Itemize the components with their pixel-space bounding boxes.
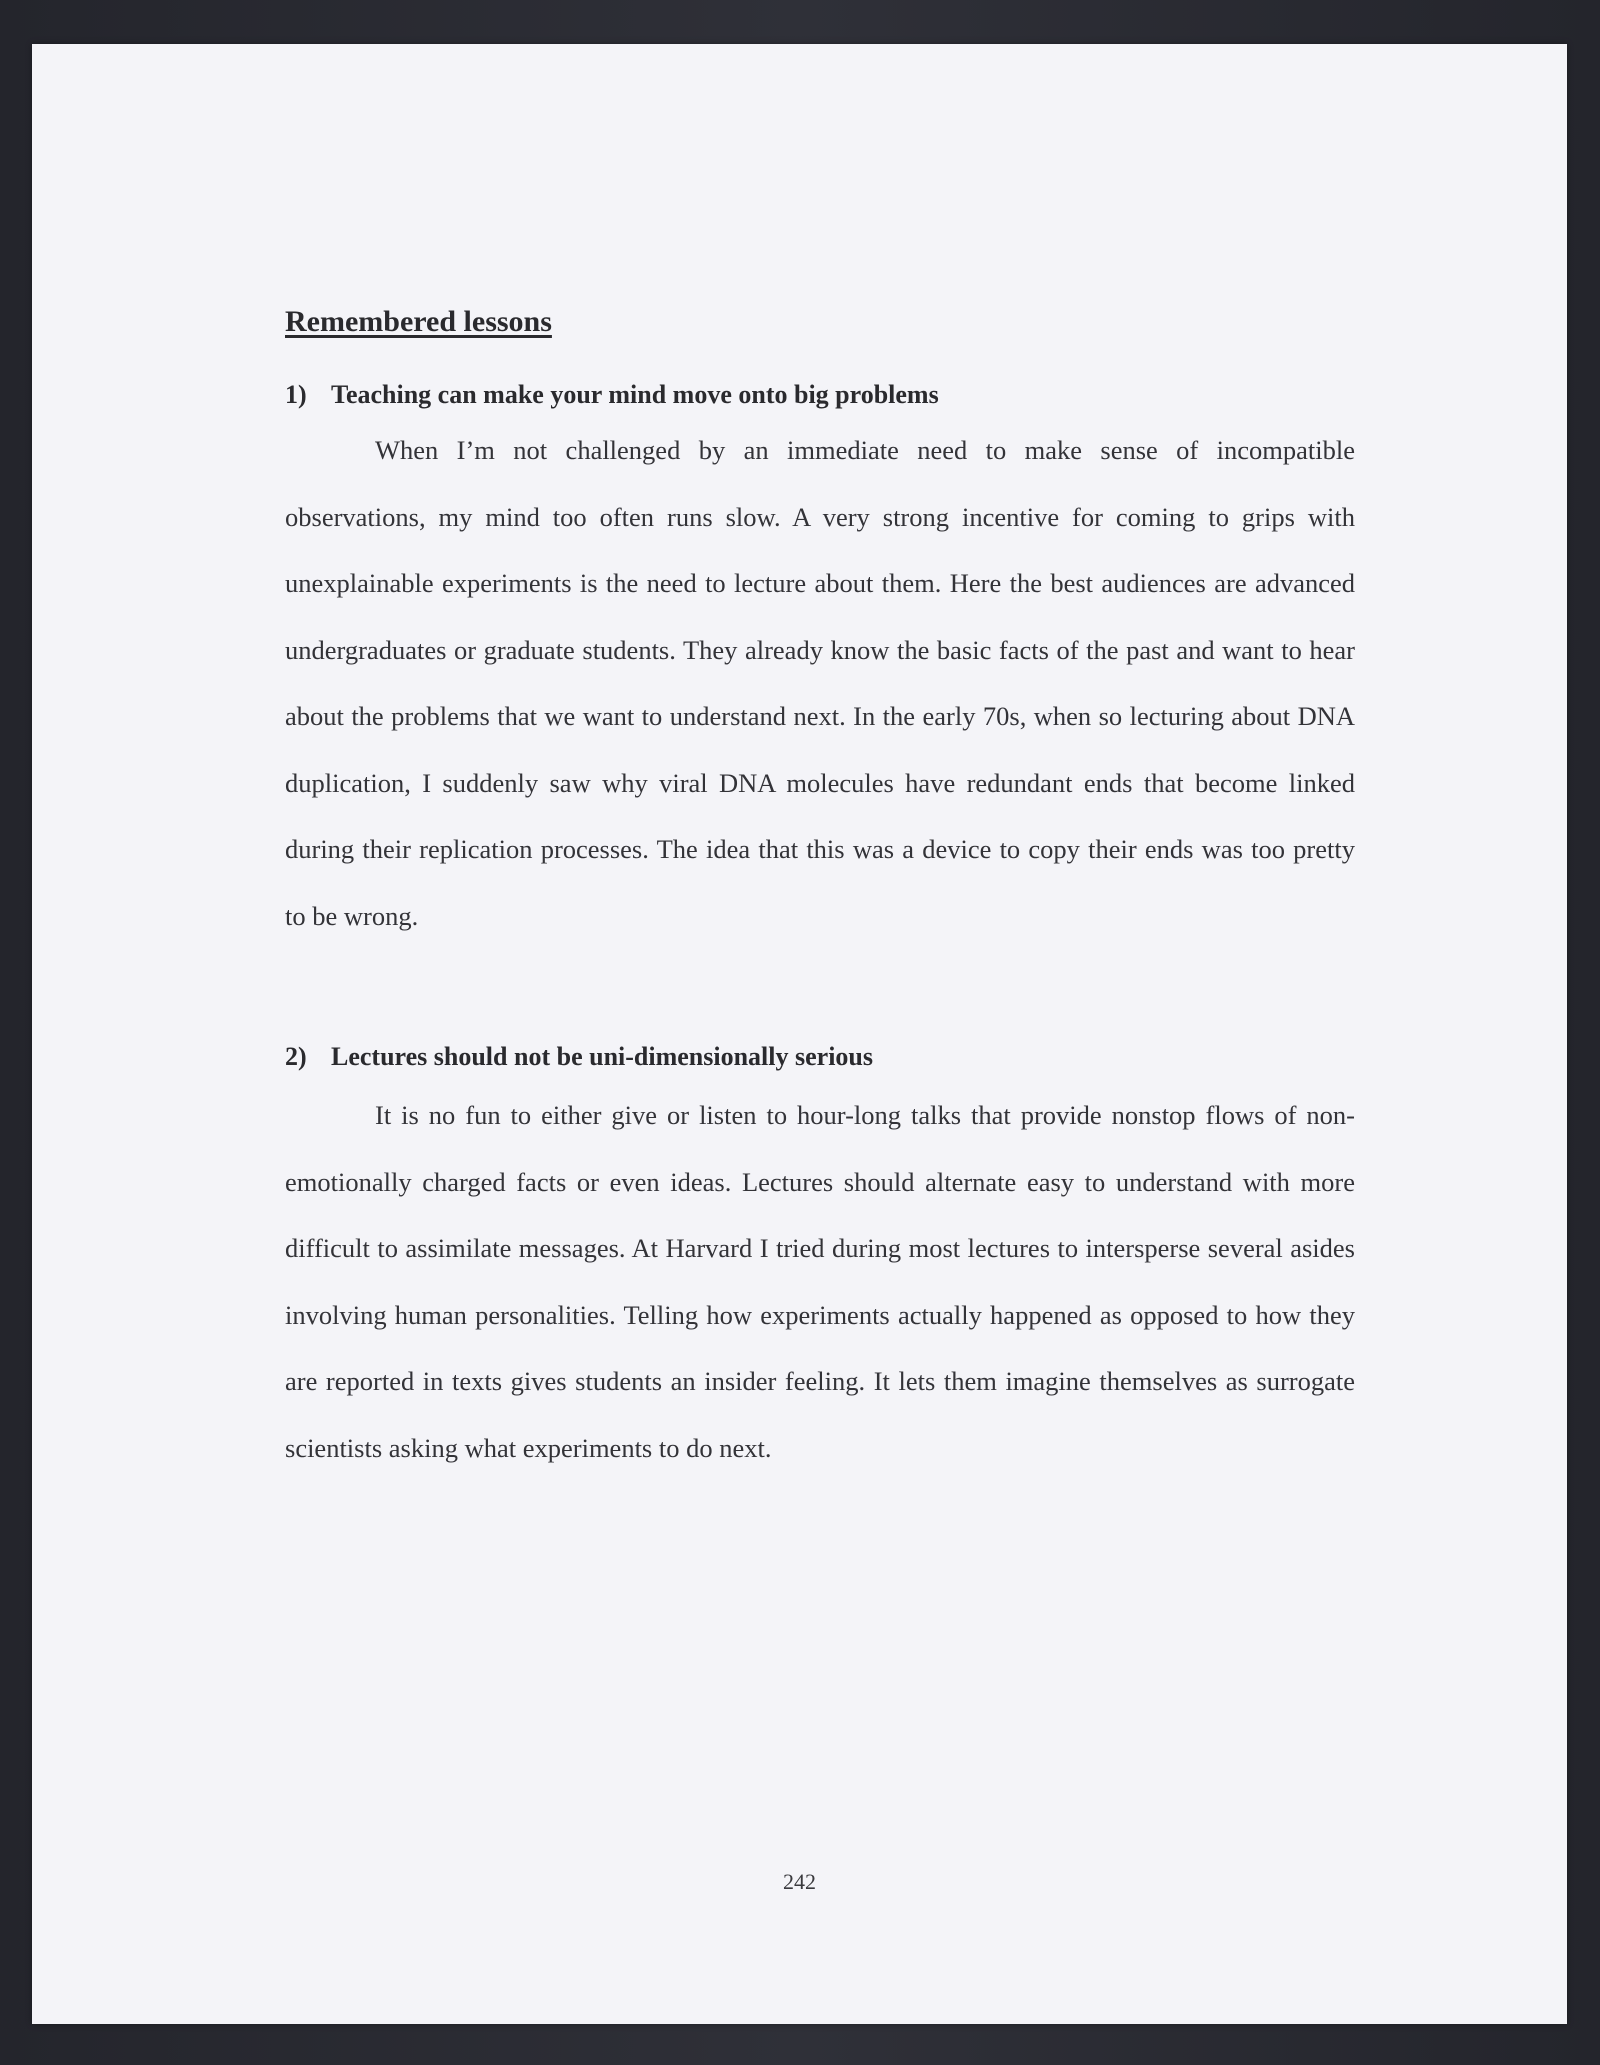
section-1-paragraph: When I’m not challenged by an immediate need to make sense of incompatible observations, my mind too often runs slow. A very strong incentive for coming to grips with unexplainable experiments is the need to lecture about them. Here the best audiences are advanced undergraduates or graduate students. They already know the basic facts of the past and want to hear about the problems that we want to understand next. In the early 70s, when so lecturing about DNA duplication, I suddenly saw why viral DNA molecules have redundant ends that become linked during their replication processes. The idea that this was a device to copy their ends was too pretty to be wrong. <box>285 435 1355 931</box>
page-number: 242 <box>783 1869 816 1894</box>
document-page <box>32 44 1567 2024</box>
section-1-heading-text: Teaching can make your mind move onto big problems <box>331 380 939 409</box>
section-2-number: 2) <box>285 1042 307 1071</box>
section-1-heading <box>285 379 939 411</box>
page-title: Remembered lessons <box>285 305 552 338</box>
section-2-heading <box>285 1041 873 1073</box>
section-2-heading-text: Lectures should not be uni-dimensionally serious <box>331 1042 874 1071</box>
section-1-number: 1) <box>285 380 307 409</box>
section-2-paragraph: It is no fun to either give or listen to hour-long talks that provide nonstop flows of non-emotionally charged facts or even ideas. Lectures should alternate easy to understand with more difficult to assimilate messages. At Harvard I tried during most lectures to intersperse several asides involving human personalities. Telling how experiments actually happened as opposed to how they are reported in texts gives students an insider feeling. It lets them imagine themselves as surrogate scientists asking what experiments to do next. <box>285 1100 1355 1463</box>
